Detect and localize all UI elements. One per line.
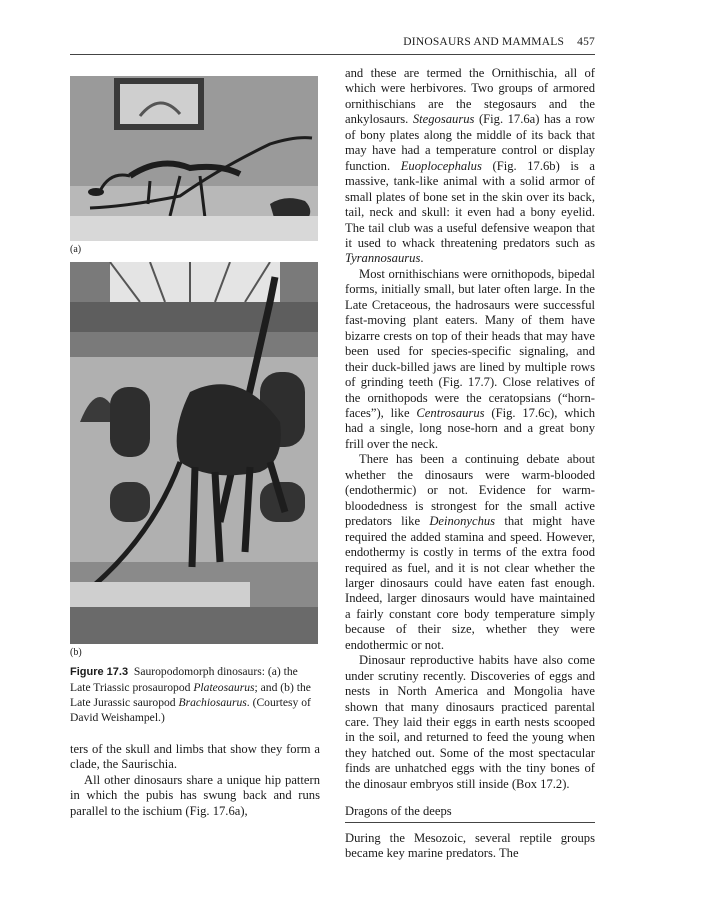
caption-text: . (Courtesy of David Weishampel.) [70,696,311,724]
left-column-text [70,742,320,819]
section-heading: Dragons of the deeps [345,804,595,822]
caption-text: Sauropodomorph dinosaurs: (a) the Late Triassic prosauropod [70,665,298,694]
figure-photo-b [70,262,318,644]
caption-label: Figure 17.3 [70,666,129,678]
caption-text: ; and (b) the Late Jurassic sauropod [70,681,311,709]
figure-photo-a [70,76,318,241]
paragraph: All other dinosaurs share a unique hip pattern in which the pubis has swung back and runs parallel to the ischium (Fig. 17.6a), [70,772,320,818]
paragraph: During the Mesozoic, several reptile groups became key marine predators. The [345,830,595,861]
running-title: DINOSAURS AND MAMMALS [403,36,565,48]
page-number: 457 [577,36,595,48]
paragraph: ters of the skull and limbs that show they form a clade, the Saurischia. [70,742,320,772]
caption-taxon: Brachiosaurus [178,696,247,709]
figure-caption [70,664,320,725]
running-header [70,36,595,55]
brachiosaurus-skeleton-image [70,262,318,644]
panel-label-b: (b) [70,647,82,658]
paragraph: and these are termed the Ornithischia, all of which were herbivores. Two groups of armored ornithischians are the stegosaurs and the ankylosaurs. Stegosaurus (Fig. 17.6a) has a row of bony plates along the middle of its back that may have had a temperature control or display function. Euoplocephalus (Fig. 17.6b) is a massive, tank-like animal with a solid armor of small plates of bone set in the skin over its back, tail, neck and skull: it even had a bony eyelid. The tail club was a useful defensive weapon that it used to whack threatening predators such as Tyrannosaurus. [345,66,595,266]
paragraph: There has been a continuing debate about whether the dinosaurs were warm-blooded (endothermic) or not. Evidence for warm-bloodedness is strongest for the small active predators like Deinonychus that might have required the added stamina and speed. However, endothermy is costly in terms of the extra food required as fuel, and it is not clear whether the larger dinosaurs could have eaten fast enough. Indeed, larger dinosaurs would have maintained a fairly constant core body temperature simply because of their size, whether they were endothermic or not. [345,452,595,652]
paragraph: Most ornithischians were ornithopods, bipedal forms, initially small, but later often large. In the Late Cretaceous, the hadrosaurs were successful fast-moving plant eaters. Many of them have bizarre crests on top of their heads that may have been used for species-specific signaling, and their duck-billed jaws are lined by multiple rows of grinding teeth (Fig. 17.7). Close relatives of the ornithopods were the ceratopsians (“horn-faces”), like Centrosaurus (Fig. 17.6c), which had a single, long nose-horn and a great bony frill over the neck. [345,266,595,451]
plateosaurus-skeleton-image [70,76,318,241]
paragraph: Dinosaur reproductive habits have also come under scrutiny recently. Discoveries of eggs and nests in North America and Mongolia have shown that many dinosaurs practiced parental care. They laid their eggs in earth nests scooped in the soil, and returned to feed the young when they hatched out. Some of the most spectacular finds are unhatched eggs with the tiny bones of the dinosaur embryos still inside (Box 17.2). [345,653,595,791]
right-column-text [345,66,595,862]
panel-label-a: (a) [70,244,82,255]
caption-taxon: Plateosaurus [193,681,255,694]
